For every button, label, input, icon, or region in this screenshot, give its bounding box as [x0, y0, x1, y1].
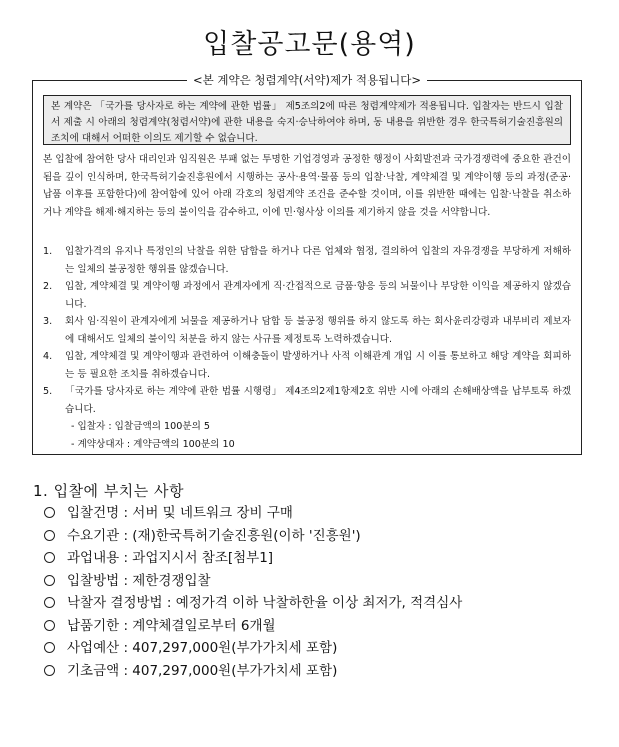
item-text: 수요기관 : (재)한국특허기술진흥원(이하 '진흥원'): [67, 527, 361, 544]
rule-text: 입찰가격의 유지나 특정인의 낙찰을 위한 담합을 하거나 다른 업체와 협정, 결의하여 입찰의 자유경쟁을 부당하게 저해하는 일체의 불공정한 행위를 않겠습니다.: [65, 246, 571, 275]
pledge-rule: [43, 313, 571, 348]
circle-bullet-icon: [44, 642, 55, 653]
rule-number: 5.: [43, 386, 53, 397]
list-item: [44, 637, 462, 660]
pledge-rule: [43, 348, 571, 383]
circle-bullet-icon: [44, 620, 55, 631]
circle-bullet-icon: [44, 665, 55, 676]
item-text: 과업내용 : 과업지시서 참조[첨부1]: [67, 550, 274, 566]
bid-items-list: [44, 502, 462, 682]
integrity-notice: 본 계약은 「국가를 당사자로 하는 계약에 관한 법률」 제5조의2에 따른 청렴계약제가 적용됩니다. 입찰자는 반드시 입찰서 제출 시 아래의 청렴계약(청렴서약)에 관한 내용을 숙지·승낙하여야 하며, 동 내용을 위반한 경우 한국특허기술진흥원의 조치에 대해서 어떠한 이의도 제기할 수 없습니다.: [43, 95, 571, 145]
circle-bullet-icon: [44, 575, 55, 586]
item-text: 입찰건명 : 서버 및 네트워크 장비 구매: [67, 505, 293, 521]
pledge-legend-text: <본 계약은 청렴계약(서약)제가 적용됩니다>: [187, 73, 427, 87]
rule-text: 입찰, 계약체결 및 계약이행 과정에서 관계자에게 직·간접적으로 금품·향응 등의 뇌물이나 부당한 이익을 제공하지 않겠습니다.: [65, 281, 571, 310]
list-item: [44, 525, 462, 548]
rule-number: 2.: [43, 281, 53, 292]
rule-number: 1.: [43, 246, 53, 257]
penalty-bidder: - 입찰자 : 입찰금액의 100분의 5: [71, 421, 211, 432]
pledge-rule: [43, 278, 571, 313]
item-text: 입찰방법 : 제한경쟁입찰: [67, 572, 211, 589]
rule-number: 4.: [43, 351, 53, 362]
list-item: [44, 502, 462, 525]
pledge-legend: [33, 72, 581, 88]
item-text: 낙찰자 결정방법 : 예정가격 이하 낙찰하한율 이상 최저가, 적격심사: [67, 595, 463, 611]
item-text: 납품기한 : 계약체결일로부터 6개월: [67, 617, 276, 634]
rule-text: 회사 임·직원이 관계자에게 뇌물을 제공하거나 담합 등 불공정 행위를 하지 않도록 하는 회사윤리강령과 내부비리 제보자에 대해서도 일체의 불이익 처분을 하지 않는 사규를 제정토록 노력하겠습니다.: [65, 316, 571, 345]
circle-bullet-icon: [44, 597, 55, 608]
list-item: [44, 592, 462, 615]
section-title: 1. 입찰에 부치는 사항: [33, 482, 185, 500]
circle-bullet-icon: [44, 552, 55, 563]
pledge-rule: [43, 383, 571, 453]
penalty-contractor: - 계약상대자 : 계약금액의 100분의 10: [71, 438, 235, 450]
penalty-list: [65, 418, 571, 453]
list-item: [44, 547, 462, 570]
pledge-rule: [43, 243, 571, 278]
list-item: [44, 615, 462, 638]
pledge-intro: 본 입찰에 참여한 당사 대리인과 임직원은 부패 없는 투명한 기업경영과 공정한 행정이 사회발전과 국가경쟁력에 중요한 관건이 됨을 깊이 인식하며, 한국특허기술진흥원에서 시행하는 공사·용역·물품 등의 입찰·낙찰, 계약체결 및 계약이행 등의 과정(준공·납품 이후를 포함한다)에 참여함에 있어 아래 각호의 청렴계약 조건을 준수할 것이며, 이를 위반한 때에는 입찰·낙찰을 취소하거나 계약을 해제·해지하는 등의 불이익을 감수하고, 이에 민·형사상 이의를 제기하지 않을 것을 서약합니다.: [43, 154, 571, 218]
list-item: [44, 660, 462, 683]
rule-text: 「국가를 당사자로 하는 계약에 관한 법률 시행령」 제4조의2제1항제2호 위반 시에 아래의 손해배상액을 납부토록 하겠습니다.: [65, 386, 571, 415]
pledge-rules: [43, 243, 571, 453]
rule-number: 3.: [43, 316, 53, 327]
item-text: 기초금액 : 407,297,000원(부가가치세 포함): [67, 662, 338, 679]
rule-text: 입찰, 계약체결 및 계약이행과 관련하여 이해충돌이 발생하거나 사적 이해관계 개입 시 이를 통보하고 해당 계약을 회피하는 등 필요한 조치를 취하겠습니다.: [65, 351, 571, 380]
integrity-pledge-box: [32, 73, 582, 455]
circle-bullet-icon: [44, 507, 55, 518]
page-title: 입찰공고문(용역): [203, 29, 416, 60]
item-text: 사업예산 : 407,297,000원(부가가치세 포함): [67, 640, 338, 656]
circle-bullet-icon: [44, 530, 55, 541]
list-item: [44, 570, 462, 593]
